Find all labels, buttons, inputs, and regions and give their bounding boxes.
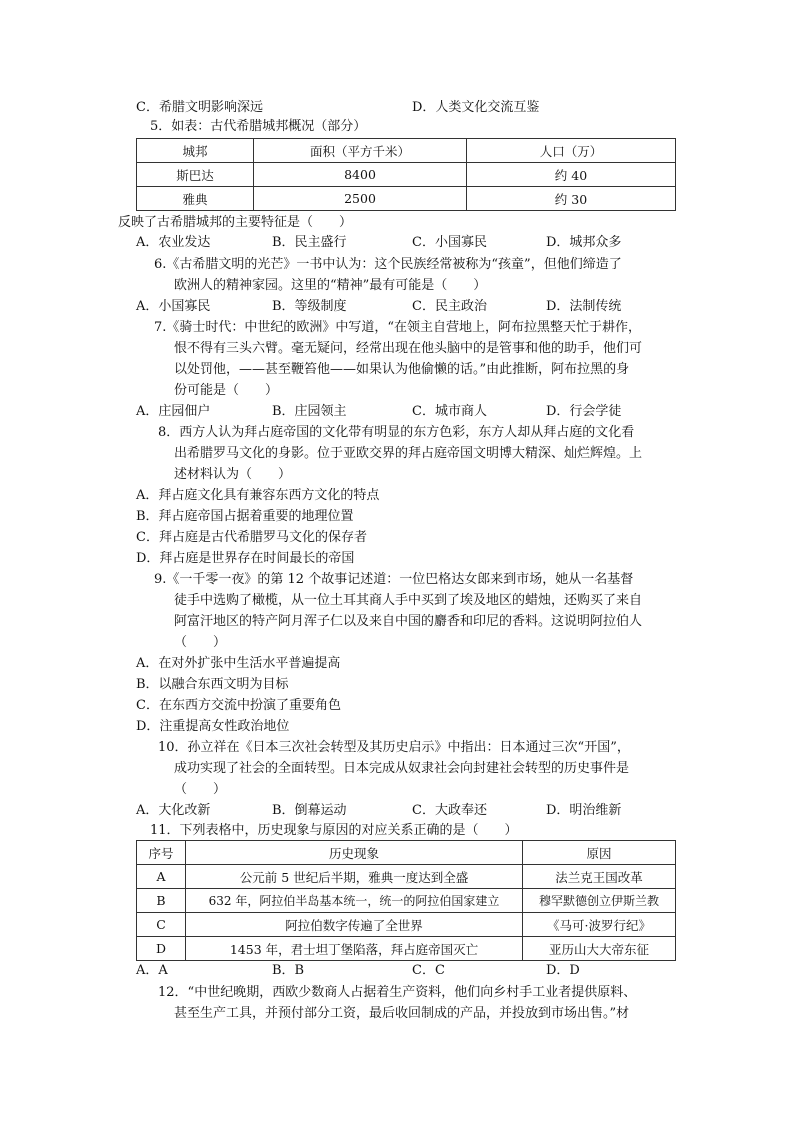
q7-line: 份可能是（ ）	[174, 383, 279, 398]
q5-stem: 5．如表：古代希腊城邦概况（部分）	[150, 119, 367, 134]
q9-option-b: B．以融合东西文明为目标	[136, 677, 289, 692]
q10-line: 成功实现了社会的全面转型。日本完成从奴隶社会向封建社会转型的历史事件是	[174, 761, 630, 776]
q8-line: 出希腊罗马文化的身影。位于亚欧交界的拜占庭帝国文明博大精深、灿烂辉煌。上	[174, 446, 643, 461]
q7-option-d: D．行会学徒	[546, 404, 622, 419]
q7-line: 恨不得有三头六臂。毫无疑问，经常出现在他头脑中的是管事和他的助手，他们可	[174, 341, 643, 356]
q9-line: 阿富汗地区的特产阿月浑子仁以及来自中国的麝香和印尼的香料。这说明阿拉伯人	[174, 614, 643, 629]
table-cell: 8400	[254, 163, 467, 187]
q11-stem: 11．下列表格中，历史现象与原因的对应关系正确的是（ ）	[150, 823, 518, 838]
q5-option-b: B．民主盛行	[272, 235, 347, 250]
table-cell: 雅典	[137, 187, 254, 211]
q4-option-d: D．人类文化交流互鉴	[412, 100, 540, 115]
q6-option-a: A．小国寡民	[136, 299, 211, 314]
q6-line: 6.《古希腊文明的光芒》一书中认为：这个民族经常被称为“孩童”，但他们缔造了	[154, 257, 622, 272]
q10-option-c: C．大政奉还	[412, 803, 487, 818]
q10-line: 10．孙立祥在《日本三次社会转型及其历史启示》中指出：日本通过三次“开国”，	[158, 740, 630, 755]
table-cell: 632 年，阿拉伯半岛基本统一，统一的阿拉伯国家建立	[186, 889, 523, 913]
q5-option-c: C．小国寡民	[412, 235, 487, 250]
q8-option-a: A．拜占庭文化具有兼容东西方文化的特点	[136, 488, 380, 503]
q9-option-d: D．注重提高女性政治地位	[136, 719, 290, 734]
q7-option-a: A．庄园佃户	[136, 404, 211, 419]
q12-line: 甚至生产工具，并预付部分工资，最后收回制成的产品，并投放到市场出售。”材	[174, 1006, 630, 1021]
q11-option-b: B．B	[272, 963, 305, 978]
q8-option-d: D．拜占庭是世界存在时间最长的帝国	[136, 551, 355, 566]
q8-option-c: C．拜占庭是古代希腊罗马文化的保存者	[136, 530, 367, 545]
table-cell: 约 40	[467, 163, 676, 187]
table-cell: 斯巴达	[137, 163, 254, 187]
table-row	[137, 913, 676, 937]
q11-option-d: D．D	[546, 963, 580, 978]
table-header-row	[137, 841, 676, 865]
q6-line: 欧洲人的精神家园。这里的“精神”最有可能是（ ）	[174, 278, 487, 293]
q5-option-a: A．农业发达	[136, 235, 211, 250]
q7-option-c: C．城市商人	[412, 404, 487, 419]
q5-after: 反映了古希腊城邦的主要特征是（ ）	[118, 215, 353, 230]
q7-options	[136, 403, 676, 421]
q10-options	[136, 802, 676, 820]
q9-line: 9.《一千零一夜》的第 12 个故事记述道：一位巴格达女郎来到市场，她从一名基督	[154, 572, 634, 587]
q10-option-d: D．明治维新	[546, 803, 622, 818]
table-row	[137, 937, 676, 961]
table-cell: A	[137, 865, 186, 889]
table-header-cell: 原因	[523, 841, 676, 865]
table-cell: 阿拉伯数字传遍了全世界	[186, 913, 523, 937]
table-header-cell: 面积（平方千米）	[254, 139, 467, 163]
table-row	[137, 163, 676, 187]
q7-option-b: B．庄园领主	[272, 404, 347, 419]
table-cell: 2500	[254, 187, 467, 211]
table-cell: 1453 年，君士坦丁堡陷落，拜占庭帝国灭亡	[186, 937, 523, 961]
q10-option-b: B．倒幕运动	[272, 803, 347, 818]
q6-option-c: C．民主政治	[412, 299, 487, 314]
table-cell: 亚历山大大帝东征	[523, 937, 676, 961]
q10-option-a: A．大化改新	[136, 803, 211, 818]
table-header-cell: 序号	[137, 841, 186, 865]
q5-option-d: D．城邦众多	[546, 235, 622, 250]
q9-line: 徒手中选购了橄榄，从一位土耳其商人手中买到了埃及地区的蜡烛，还购买了来自	[174, 593, 643, 608]
table-row	[137, 889, 676, 913]
table-row	[137, 187, 676, 211]
table-cell: C	[137, 913, 186, 937]
q7-line: 以处罚他，——甚至鞭笞他——如果认为他偷懒的话。”由此推断，阿布拉黑的身	[174, 362, 630, 377]
q7-line: 7.《骑士时代：中世纪的欧洲》中写道，“在领主自营地上，阿布拉黑整天忙于耕作，	[154, 320, 642, 335]
table-cell: 法兰克王国改革	[523, 865, 676, 889]
table-cell: 公元前 5 世纪后半期，雅典一度达到全盛	[186, 865, 523, 889]
q9-option-a: A．在对外扩张中生活水平普遍提高	[136, 656, 341, 671]
table-header-cell: 人口（万）	[467, 139, 676, 163]
q5-table	[136, 138, 676, 211]
q6-options	[136, 298, 676, 316]
q6-option-d: D．法制传统	[546, 299, 622, 314]
q11-option-a: A．A	[136, 963, 168, 978]
q4-option-c: C．希腊文明影响深远	[136, 100, 263, 115]
q12-line: 12．“中世纪晚期，西欧少数商人占据着生产资料，他们向乡村手工业者提供原料、	[158, 985, 637, 1000]
q11-options	[136, 962, 676, 980]
q5-options	[136, 234, 676, 252]
table-cell: 约 30	[467, 187, 676, 211]
table-cell: 《马可·波罗行纪》	[523, 913, 676, 937]
table-cell: B	[137, 889, 186, 913]
q8-line: 8．西方人认为拜占庭帝国的文化带有明显的东方色彩，东方人却从拜占庭的文化看	[158, 425, 635, 440]
table-cell: 穆罕默德创立伊斯兰教	[523, 889, 676, 913]
table-row	[137, 865, 676, 889]
q11-table	[136, 840, 676, 961]
q9-option-c: C．在东西方交流中扮演了重要角色	[136, 698, 341, 713]
table-header-cell: 历史现象	[186, 841, 523, 865]
q9-line: （ ）	[174, 635, 227, 650]
table-header-cell: 城邦	[137, 139, 254, 163]
table-header-row	[137, 139, 676, 163]
q10-line: （ ）	[174, 782, 227, 797]
q11-option-c: C．C	[412, 963, 445, 978]
q6-option-b: B．等级制度	[272, 299, 347, 314]
q8-option-b: B．拜占庭帝国占据着重要的地理位置	[136, 509, 354, 524]
table-cell: D	[137, 937, 186, 961]
q8-line: 述材料认为（ ）	[174, 467, 292, 482]
